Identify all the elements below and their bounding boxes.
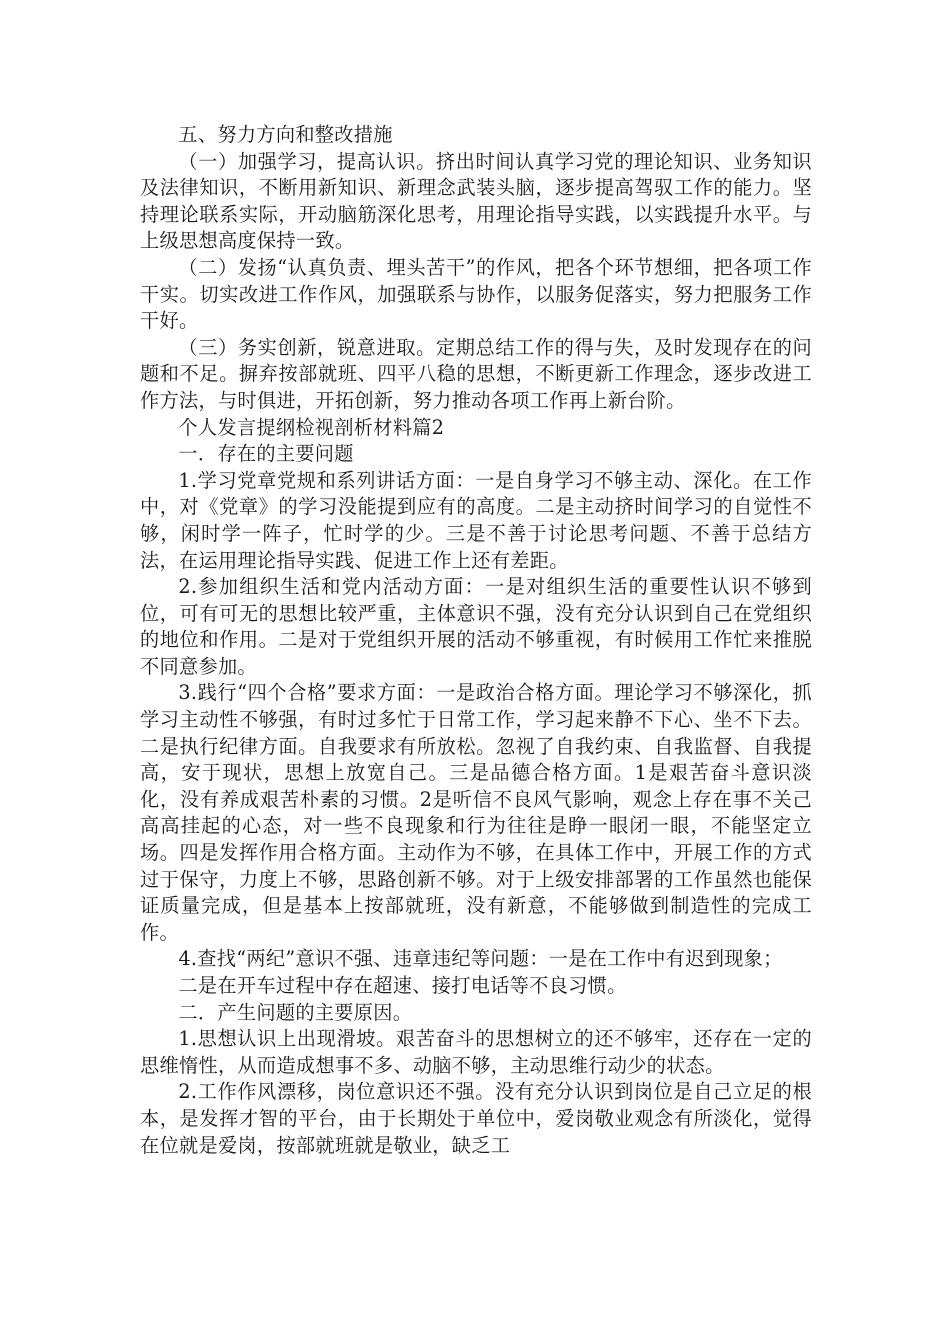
paragraph-problem-4-cont: 二是在开车过程中存在超速、接打电话等不良习惯。 [178,974,627,997]
document-body [140,122,812,1159]
paragraph-problem-3: 3.践行“四个合格”要求方面：一是政治合格方面。理论学习不够深化，抓学习主动性不够强，有时过多忙于日常工作，学习起来静不下心、坐不下去。二是执行纪律方面。自我要求有所放松。忽视了自我约束、自我监督、自我提高，安于现状，思想上放宽自己。三是品德合格方面。1是艰苦奋斗意识淡化，没有养成艰苦朴素的习惯。2是听信不良风气影响，观念上存在事不关己高高挂起的心态，对一些不良现象和行为往往是睁一眼闭一眼，不能坚定立场。四是发挥作用合格方面。主动作为不够，在具体工作中，开展工作的方式过于保守，力度上不够，思路创新不够。对于上级安排部署的工作虽然也能保证质量完成，但是基本上按部就班，没有新意，不能够做到制造性的完成工作。 [140,681,812,944]
section-heading-improvement: 五、努力方向和整改措施 [178,123,393,146]
paragraph-problem-2: 2.参加组织生活和党内活动方面：一是对组织生活的重要性认识不够到位，可有可无的思想比较严重，主体意识不强，没有充分认识到自己在党组织的地位和作用。二是对于党组织开展的活动不够重视，有时候用工作忙来推脱不同意参加。 [140,575,812,678]
article-title: 个人发言提纲检视剖析材料篇2 [178,415,445,439]
paragraph-cause-2: 2.工作作风漂移，岗位意识还不强。没有充分认识到岗位是自己立足的根本，是发挥才智的平台，由于长期处于单位中，爱岗敬业观念有所淡化，觉得在位就是爱岗，按部就班就是敬业，缺乏工 [140,1080,812,1157]
paragraph-study: （一）加强学习，提高认识。挤出时间认真学习党的理论知识、业务知识及法律知识，不断用新知识、新理念武装头脑，逐步提高驾驭工作的能力。坚持理论联系实际，开动脑筋深化思考，用理论指导实践，以实践提升水平。与上级思想高度保持一致。 [140,149,812,253]
section-heading-problems: 一．存在的主要问题 [178,442,354,466]
paragraph-work-style: （二）发扬“认真负责、埋头苦干”的作风，把各个环节想细，把各项工作干实。切实改进工作作风，加强联系与协作，以服务促落实，努力把服务工作干好。 [140,255,812,333]
paragraph-cause-1: 1.思想认识上出现滑坡。艰苦奋斗的思想树立的还不够牢，还存在一定的思维惰性，从而造成想事不多、动脑不够，主动思维行动少的状态。 [140,1027,812,1077]
paragraph-problem-1: 1.学习党章党规和系列讲话方面：一是自身学习不够主动、深化。在工作中，对《党章》的学习没能提到应有的高度。二是主动挤时间学习的自觉性不够，闲时学一阵子，忙时学的少。三是不善于讨论思考问题、不善于总结方法，在运用理论指导实践、促进工作上还有差距。 [140,468,812,572]
section-heading-causes: 二．产生问题的主要原因。 [178,1000,413,1024]
paragraph-innovation: （三）务实创新，锐意进取。定期总结工作的得与失，及时发现存在的问题和不足。摒弃按部就班、四平八稳的思想，不断更新工作理念，逐步改进工作方法，与时俱进，开拓创新，努力推动各项工作再上新台阶。 [140,335,812,412]
paragraph-problem-4: 4.查找“两纪”意识不强、违章违纪等问题：一是在工作中有迟到现象； [178,947,783,971]
